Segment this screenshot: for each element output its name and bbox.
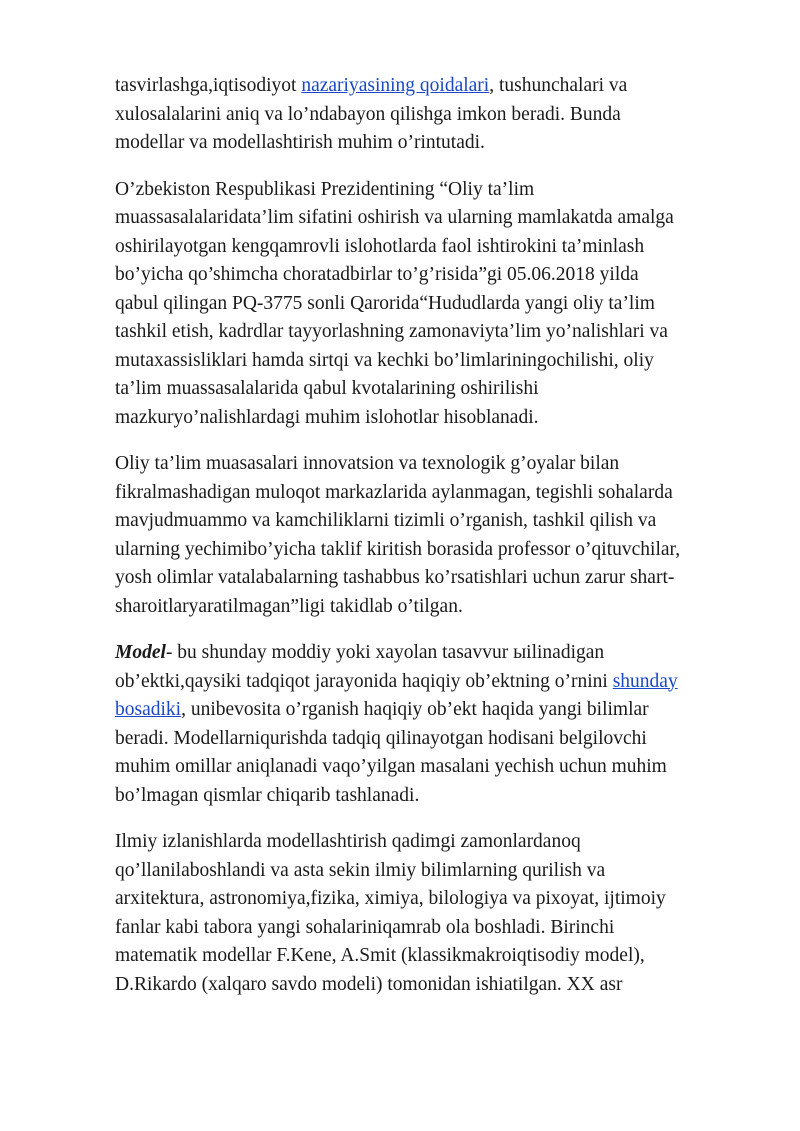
text-line: qo’llanilaboshlandi va asta sekin ilmiy bilimlarning qurilish va: [115, 859, 606, 881]
link-nazariyasining-qoidalari[interactable]: nazariyasining qoidalari: [301, 75, 490, 96]
text-line: ta’lim muassasalalarida qabul kvotalarining oshirilishi: [115, 378, 539, 399]
text-line: D.Rikardo (xalqaro savdo modeli) tomonidan ishiatilgan. XX asr: [115, 973, 623, 995]
text-line: bo’yicha qo’shimcha choratadbirlar to’g’risida”gi 05.06.2018 yilda: [115, 264, 639, 285]
text-line: fanlar kabi tabora yangi sohalariniqamrab ola boshladi. Birinchi: [115, 916, 615, 938]
text-line: tasvirlashga,iqtisodiyot nazariyasining qoidalari, tushunchalari va: [115, 75, 628, 96]
link-bosadiki[interactable]: bosadiki: [115, 699, 182, 720]
text-line: oshirilayotgan kengqamrovli islohotlarda faol ishtirokini ta’minlash: [115, 235, 645, 257]
text-line: matematik modellar F.Kene, A.Smit (klassikmakroiqtisodiy model),: [115, 945, 645, 966]
paragraph-2: [115, 176, 755, 433]
text-line: muassasalalaridata’lim sifatini oshirish va ularning mamlakatda amalga: [115, 207, 674, 228]
text-line: ob’ektki,qaysiki tadqiqot jarayonida haqiqiy ob’ektning o’rnini shunday: [115, 670, 678, 692]
paragraph-3: [115, 450, 755, 621]
text-line: Model- bu shunday moddiy yoki xayolan tasavvur ыilinadigan: [115, 642, 605, 663]
term-model: Model: [115, 642, 166, 663]
text-line: O’zbekiston Respublikasi Prezidentining “Oliy ta’lim: [115, 178, 535, 200]
text-line: xulosalalarini aniq va lo’ndabayon qilishga imkon beradi. Bunda: [115, 103, 621, 125]
text-line: tashkil etish, kadrdlar tayyorlashning zamonaviyta’lim yo’nalishlari va: [115, 321, 668, 342]
paragraph-1: [115, 72, 755, 158]
paragraph-5: [115, 828, 755, 999]
text-line: modellar va modellashtirish muhim o’rintutadi.: [115, 132, 485, 153]
text-line: Ilmiy izlanishlarda modellashtirish qadimgi zamonlardanoq: [115, 831, 581, 852]
text-line: bosadiki, unibevosita o’rganish haqiqiy ob’ekt haqida yangi bilimlar: [115, 699, 649, 720]
link-shunday[interactable]: shunday: [612, 670, 678, 692]
text-line: yosh olimlar vatalabalarning tashabbus ko’rsatishlari uchun zarur shart-: [115, 567, 675, 588]
text-line: fikralmashadigan muloqot markazlarida aylanmagan, tegishli sohalarda: [115, 481, 673, 503]
text-line: mutaxassisliklari hamda sirtqi va kechki bo’limlariningochilishi, oliy: [115, 349, 654, 371]
text-line: muhim omillar aniqlanadi vaqo’yilgan masalani yechish uchun muhim: [115, 756, 667, 777]
text-line: mazkuryo’nalishlardagi muhim islohotlar hisoblanadi.: [115, 406, 539, 428]
paragraph-4: [115, 639, 755, 810]
text-line: mavjudmuammo va kamchiliklarni tizimli o’rganish, tashkil qilish va: [115, 510, 657, 531]
text-line: qabul qilingan PQ-3775 sonli Qarorida“Hududlarda yangi oliy ta’lim: [115, 292, 655, 314]
text-line: sharoitlaryaratilmagan”ligi takidlab o’tilgan.: [115, 595, 463, 617]
text-line: beradi. Modellarniqurishda tadqiq qilinayotgan hodisani belgilovchi: [115, 727, 647, 749]
text-line: ularning yechimibo’yicha taklif kiritish borasida professor o’qituvchilar,: [115, 538, 681, 560]
text-line: arxitektura, astronomiya,fizika, ximiya, bilologiya va pixoyat, ijtimoiy: [115, 888, 666, 909]
text-line: bo’lmagan qismlar chiqarib tashlanadi.: [115, 784, 420, 806]
text-line: Oliy ta’lim muasasalari innovatsion va texnologik g’oyalar bilan: [115, 453, 620, 474]
document-page: [115, 72, 755, 1017]
